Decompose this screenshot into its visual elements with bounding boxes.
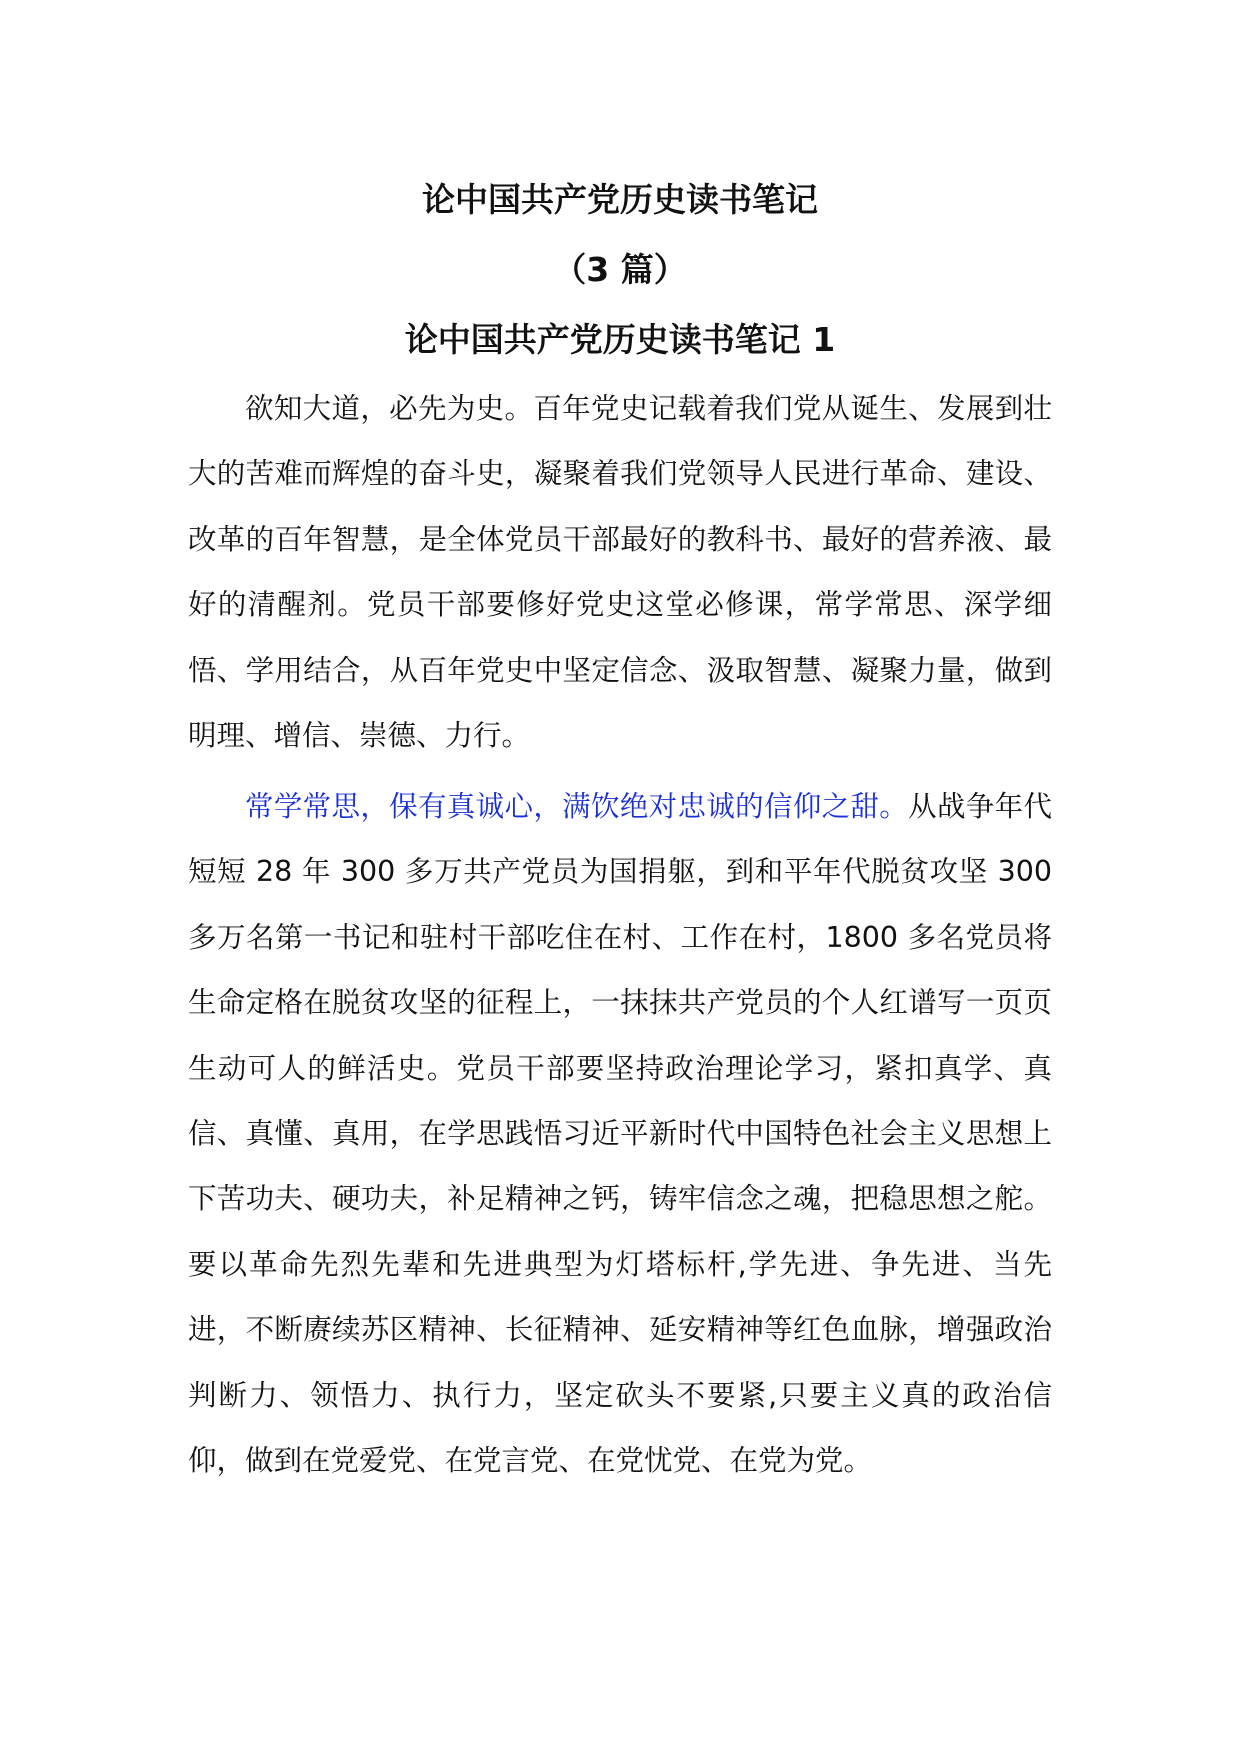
paragraph-2-text: 从战争年代短短 28 年 300 多万共产党员为国捐躯，到和平年代脱贫攻坚 300 多万名第一书记和驻村干部吃住在村、工作在村，1800 多名党员将生命定格在脱贫攻坚的征程上，一抹抹共产党员的个人红谱写一页页生动可人的鲜活史。党员干部要坚持政治理论学习，紧扣真学、真信、真懂、真用，在学思践悟习近平新时代中国特色社会主义思想上下苦功夫、硬功夫，补足精神之钙，铸牢信念之魂，把稳思想之舵。要以革命先烈先辈和先进典型为灯塔标杆,学先进、争先进、当先进，不断赓续苏区精神、长征精神、延安精神等红色血脉，增强政治判断力、领悟力、执行力，坚定砍头不要紧,只要主义真的政治信仰，做到在党爱党、在党言党、在党忧党、在党为党。 [188, 790, 1052, 1478]
section-title: 论中国共产党历史读书笔记 1 [404, 320, 836, 359]
paragraph-1-text: 欲知大道，必先为史。百年党史记载着我们党从诞生、发展到壮大的苦难而辉煌的奋斗史，凝聚着我们党领导人民进行革命、建设、改革的百年智慧，是全体党员干部最好的教科书、最好的营养液、最好的清醒剂。党员干部要修好党史这堂必修课，常学常思、深学细悟、学用结合，从百年党史中坚定信念、汲取智慧、凝聚力量，做到明理、增信、崇德、力行。 [188, 392, 1052, 753]
document-subtitle: （3 篇） [553, 250, 687, 289]
paragraph-1 [188, 376, 1052, 768]
paragraph-2-highlight: 常学常思，保有真诚心，满饮绝对忠诚的信仰之甜。 [245, 790, 909, 823]
document-title: 论中国共产党历史读书笔记 [422, 180, 818, 219]
paragraph-2 [188, 774, 1052, 1493]
